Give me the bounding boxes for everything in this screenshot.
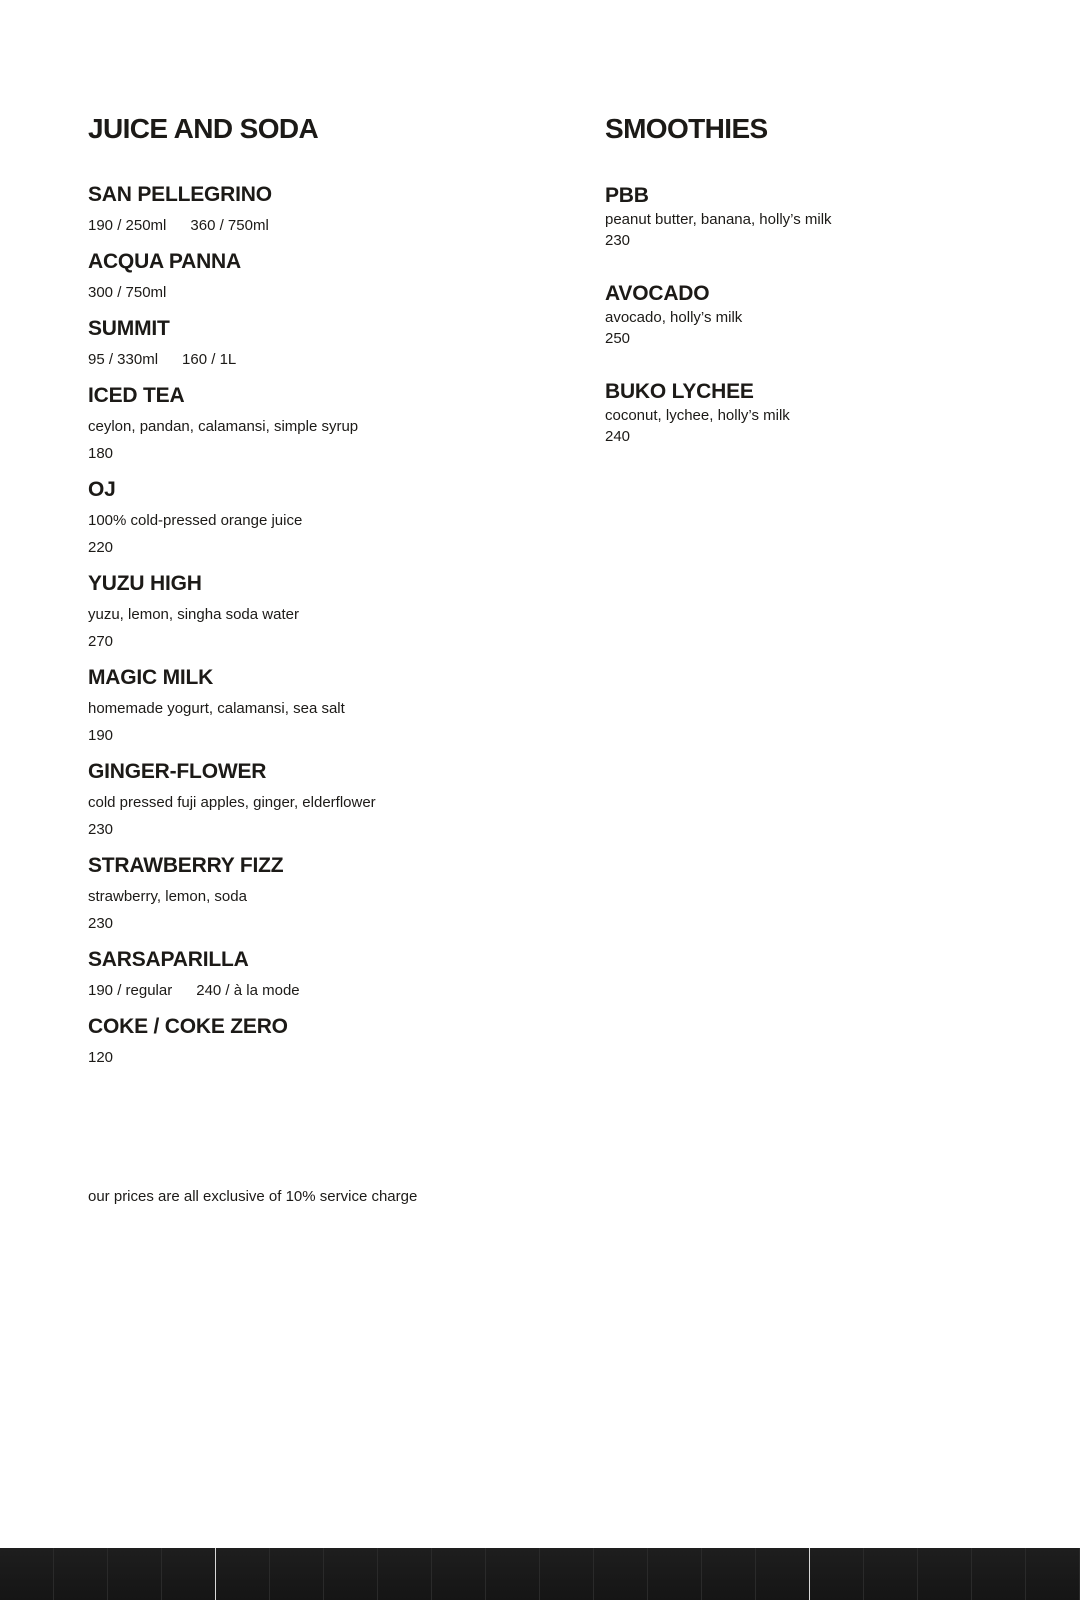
item-name: COKE / COKE ZERO [88, 1015, 288, 1038]
item-description: avocado, holly’s milk [605, 309, 743, 326]
item-description: peanut butter, banana, holly’s milk [605, 211, 832, 228]
item-price-options [88, 981, 588, 1000]
menu-item-ginger-flower [88, 759, 588, 839]
section-title-smoothies: SMOOTHIES [605, 113, 768, 144]
strip-tile [702, 1548, 756, 1600]
item-name: GINGER-FLOWER [88, 760, 267, 783]
item-price: 180 [88, 445, 114, 462]
strip-tile [54, 1548, 108, 1600]
item-name: ACQUA PANNA [88, 250, 241, 273]
item-description: ceylon, pandan, calamansi, simple syrup [88, 418, 359, 435]
menu-item-pbb [605, 184, 1045, 250]
item-name: SAN PELLEGRINO [88, 183, 272, 206]
item-name: SUMMIT [88, 317, 170, 340]
strip-tile [864, 1548, 918, 1600]
item-description: homemade yogurt, calamansi, sea salt [88, 700, 345, 717]
item-price-options [88, 350, 588, 369]
service-charge-note: our prices are all exclusive of 10% service charge [88, 1188, 418, 1205]
strip-tile [432, 1548, 486, 1600]
price-option: 360 / 750ml [190, 217, 269, 234]
item-price: 230 [88, 915, 114, 932]
price-option: 95 / 330ml [88, 351, 159, 368]
menu-item-acqua-panna [88, 249, 588, 302]
strip-tile [594, 1548, 648, 1600]
decorative-bottom-strip [0, 1548, 1080, 1600]
strip-tile [810, 1548, 864, 1600]
price-option: 190 / 250ml [88, 217, 167, 234]
item-name: BUKO LYCHEE [605, 380, 754, 403]
menu-item-sarsaparilla [88, 947, 588, 1000]
item-price: 220 [88, 539, 114, 556]
section-title-juice-and-soda: JUICE AND SODA [88, 113, 319, 144]
item-name: PBB [605, 184, 649, 207]
menu-item-avocado [605, 282, 1045, 348]
menu-item-oj [88, 477, 588, 557]
item-name: ICED TEA [88, 384, 185, 407]
strip-tile [378, 1548, 432, 1600]
item-name: OJ [88, 478, 116, 501]
price-option: 240 / à la mode [196, 982, 300, 999]
smoothies-list [605, 184, 1045, 446]
strip-tile [216, 1548, 270, 1600]
item-name: YUZU HIGH [88, 572, 202, 595]
strip-tile [108, 1548, 162, 1600]
item-description: yuzu, lemon, singha soda water [88, 606, 299, 623]
item-price: 190 [88, 727, 114, 744]
menu-item-coke [88, 1014, 588, 1067]
price-option: 160 / 1L [182, 351, 237, 368]
menu-item-yuzu-high [88, 571, 588, 651]
item-price: 230 [605, 232, 631, 249]
strip-tile [486, 1548, 540, 1600]
strip-tile [540, 1548, 594, 1600]
item-price: 240 [605, 428, 631, 445]
item-description: strawberry, lemon, soda [88, 888, 247, 905]
item-description: cold pressed fuji apples, ginger, elderflower [88, 794, 376, 811]
smoothies-section [605, 112, 1045, 478]
item-price-options [88, 283, 588, 302]
strip-tile [1026, 1548, 1080, 1600]
item-name: MAGIC MILK [88, 666, 214, 689]
item-price-options [88, 216, 588, 235]
strip-tile [270, 1548, 324, 1600]
item-price: 270 [88, 633, 114, 650]
item-price: 230 [88, 821, 114, 838]
price-option: 300 / 750ml [88, 284, 167, 301]
strip-tile [918, 1548, 972, 1600]
menu-item-iced-tea [88, 383, 588, 463]
item-price: 120 [88, 1049, 114, 1066]
menu-item-strawberry-fizz [88, 853, 588, 933]
item-description: coconut, lychee, holly’s milk [605, 407, 790, 424]
strip-tile [324, 1548, 378, 1600]
strip-tile [162, 1548, 216, 1600]
strip-tile [756, 1548, 810, 1600]
strip-tile [648, 1548, 702, 1600]
price-option: 190 / regular [88, 982, 173, 999]
juice-and-soda-list [88, 182, 588, 1067]
item-name: AVOCADO [605, 282, 710, 305]
strip-tile [972, 1548, 1026, 1600]
menu-item-summit [88, 316, 588, 369]
juice-and-soda-section [88, 112, 588, 1081]
item-name: STRAWBERRY FIZZ [88, 854, 284, 877]
menu-item-magic-milk [88, 665, 588, 745]
item-name: SARSAPARILLA [88, 948, 249, 971]
item-description: 100% cold-pressed orange juice [88, 512, 303, 529]
menu-item-buko-lychee [605, 380, 1045, 446]
menu-item-san-pellegrino [88, 182, 588, 235]
item-price: 250 [605, 330, 631, 347]
strip-tile [0, 1548, 54, 1600]
